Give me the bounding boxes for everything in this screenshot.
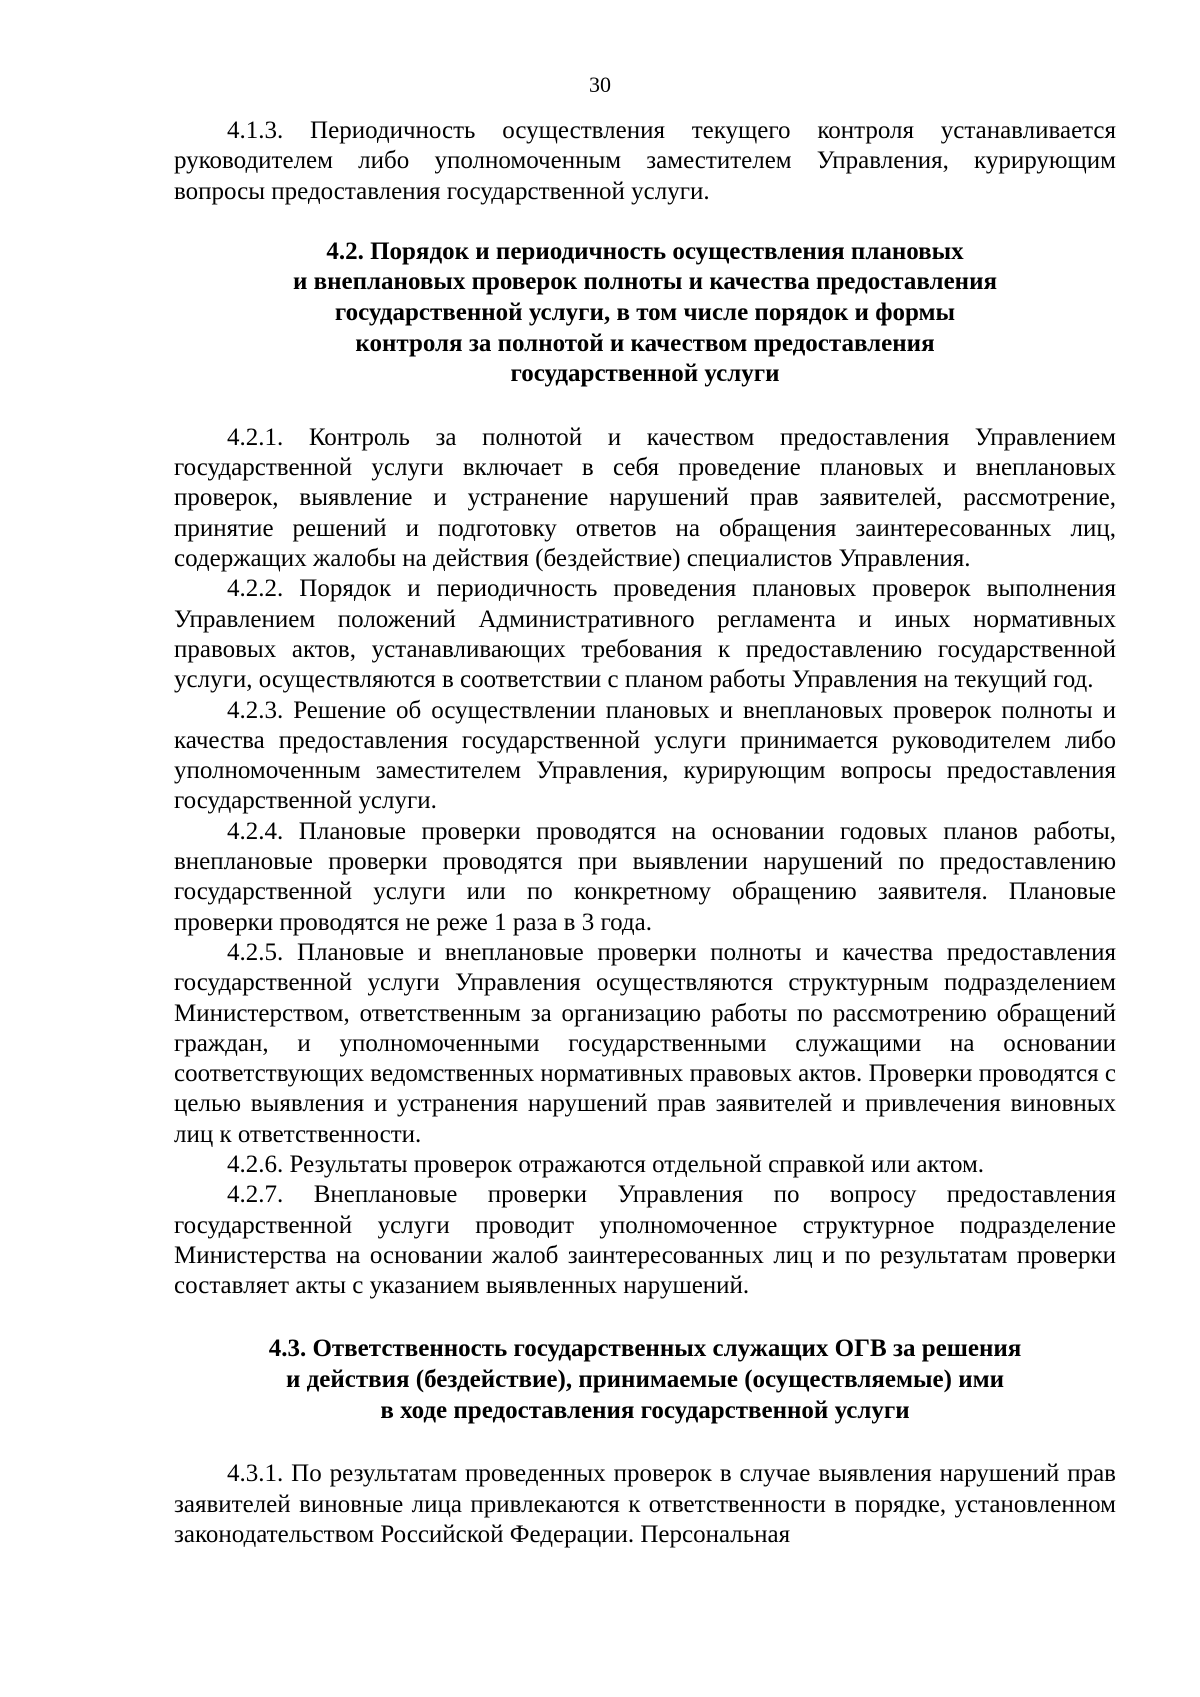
heading-line: 4.3. Ответственность государственных служащих ОГВ за решения [268,1335,1022,1363]
heading-line: государственной услуги, в том числе порядок и формы [334,299,956,327]
heading-line: в ходе предоставления государственной услуги [380,1396,910,1424]
heading-line: государственной услуги [510,360,780,388]
paragraph-4-2-4: 4.2.4. Плановые проверки проводятся на основании годовых планов работы, внеплановые проверки проводятся при выявлении нарушений по предоставлению государственной услуги или по конкретному обращению заявителя. Плановые проверки проводятся не реже 1 раза в 3 года. [174,817,1116,936]
heading-line: и внеплановых проверок полноты и качества предоставления [292,268,998,296]
section-heading-4-3 [174,1334,1116,1426]
section-heading-4-2 [174,237,1116,390]
paragraph-4-3-1: 4.3.1. По результатам проведенных проверок в случае выявления нарушений прав заявителей виновные лица привлекаются к ответственности в порядке, установленном законодательством Российской Федерации. Персональная [174,1460,1116,1548]
heading-line: 4.2. Порядок и периодичность осуществления плановых [326,237,964,265]
paragraph-4-2-5: 4.2.5. Плановые и внеплановые проверки полноты и качества предоставления государственной услуги Управления осуществляются структурным подразделением Министерством, ответственным за организацию работы по рассмотрению обращений граждан, и уполномоченными государственными служащими на основании соответствующих ведомственных нормативных правовых актов. Проверки проводятся с целью выявления и устранения нарушений прав заявителей и привлечения виновных лиц к ответственности. [174,938,1116,1148]
paragraph-4-2-2: 4.2.2. Порядок и периодичность проведения плановых проверок выполнения Управлением положений Административного регламента и иных нормативных правовых актов, устанавливающих требования к предоставлению государственной услуги, осуществляются в соответствии с планом работы Управления на текущий год. [174,575,1116,694]
page-number: 30 [589,72,611,97]
paragraph-4-2-3: 4.2.3. Решение об осуществлении плановых и внеплановых проверок полноты и качества предоставления государственной услуги принимается руководителем либо уполномоченным заместителем Управления, курирующим вопросы предоставления государственной услуги. [174,696,1116,815]
heading-line: и действия (бездействие), принимаемые (осуществляемые) ими [285,1366,1005,1394]
paragraph-4-1-3: 4.1.3. Периодичность осуществления текущего контроля устанавливается руководителем либо уполномоченным заместителем Управления, курирующим вопросы предоставления государственной услуги. [174,117,1116,205]
paragraph-4-2-1: 4.2.1. Контроль за полнотой и качеством предоставления Управлением государственной услуги включает в себя проведение плановых и внеплановых проверок, выявление и устранение нарушений прав заявителей, рассмотрение, принятие решений и подготовку ответов на обращения заинтересованных лиц, содержащих жалобы на действия (бездействие) специалистов Управления. [174,423,1116,573]
paragraph-4-2-6: 4.2.6. Результаты проверок отражаются отдельной справкой или актом. [227,1150,985,1178]
paragraph-4-2-7: 4.2.7. Внеплановые проверки Управления по вопросу предоставления государственной услуги проводит уполномоченное структурное подразделение Министерства на основании жалоб заинтересованных лиц и по результатам проверки составляет акты с указанием выявленных нарушений. [174,1181,1116,1300]
document-body [174,116,1116,1550]
heading-line: контроля за полнотой и качеством предоставления [355,329,935,357]
